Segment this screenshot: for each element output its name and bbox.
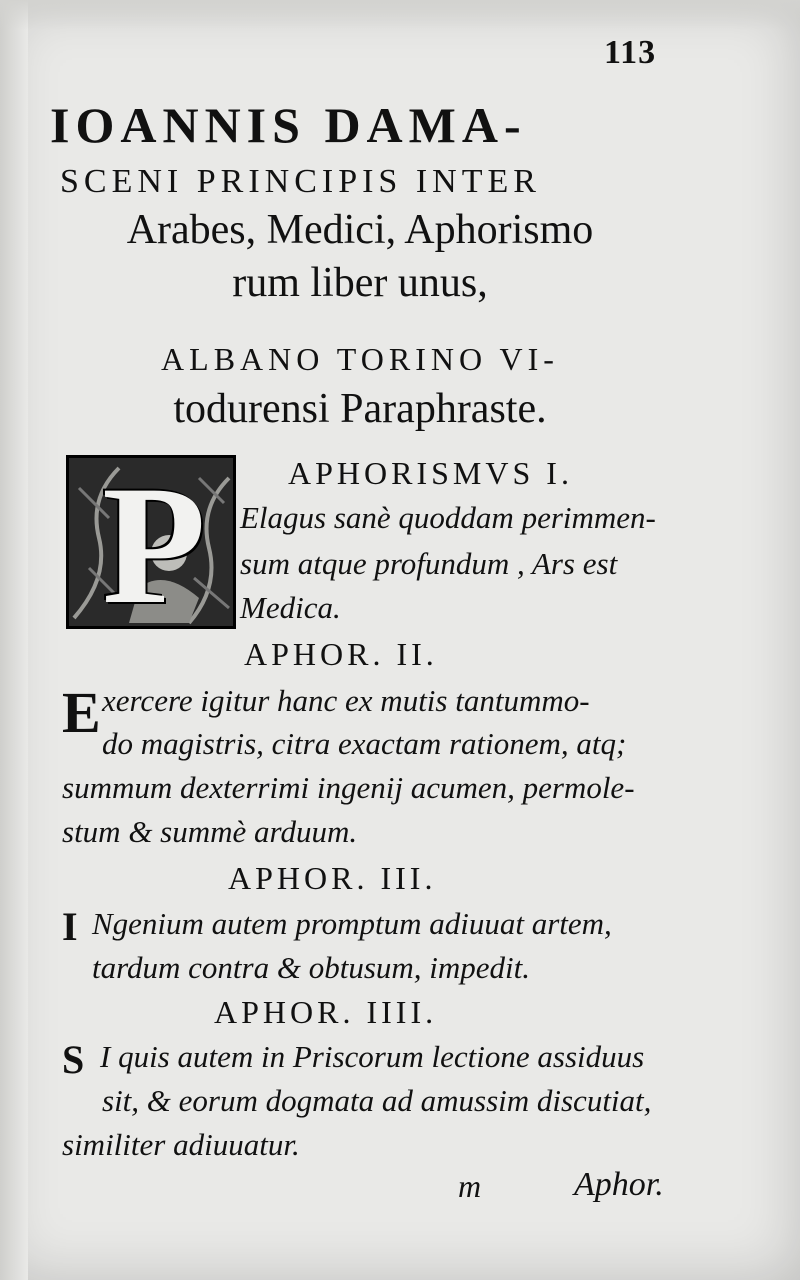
aphorism-4-line-1: I quis autem in Priscorum lectione assiduus — [100, 1039, 645, 1074]
decorated-initial-woodcut — [66, 455, 236, 629]
aphorism-4-line-2: sit, & eorum dogmata ad amussim discutiat, — [102, 1083, 652, 1118]
aphorism-2-heading: APHOR. II. — [244, 636, 438, 672]
aphorism-2-line-3: summum dexterrimi ingenij acumen, permole- — [62, 770, 635, 805]
initial-letter-i: I — [62, 904, 78, 949]
aphorism-3-line-1: Ngenium autem promptum adiuuat artem, — [92, 906, 612, 941]
aphorism-1-line-1: Elagus sanè quoddam perimmen- — [240, 500, 656, 535]
signature-mark: m — [458, 1168, 482, 1204]
title-line-4: rum liber unus, — [232, 260, 488, 306]
aphorism-1-line-2: sum atque profundum , Ars est — [240, 546, 618, 581]
initial-letter-s: S — [62, 1037, 85, 1082]
aphorism-3-line-2: tardum contra & obtusum, impedit. — [92, 950, 531, 985]
page-shadow-left — [0, 0, 28, 1280]
initial-letter-p: P — [102, 455, 206, 629]
title-line-2: SCENI PRINCIPIS INTER — [60, 163, 541, 200]
page-shadow-top — [0, 0, 800, 30]
aphorism-4-line-3: similiter adiuuatur. — [62, 1127, 300, 1162]
title-line-1: IOANNIS DAMA- — [50, 97, 527, 153]
aphorism-2-line-4: stum & summè arduum. — [62, 814, 358, 849]
aphorism-2-line-1: xercere igitur hanc ex mutis tantummo- — [102, 683, 590, 718]
aphorism-3-heading: APHOR. III. — [228, 860, 437, 896]
translator-line-2: todurensi Paraphraste. — [173, 386, 547, 432]
initial-letter-e: E — [62, 680, 101, 745]
translator-line-1: ALBANO TORINO VI- — [161, 341, 559, 377]
catchword: Aphor. — [574, 1166, 664, 1203]
page-number: 113 — [604, 34, 657, 71]
aphorism-4-heading: APHOR. IIII. — [214, 994, 438, 1030]
aphorism-1-line-3: Medica. — [240, 590, 341, 625]
aphorism-2-line-2: do magistris, citra exactam rationem, atq; — [102, 726, 627, 761]
aphorism-1-heading: APHORISMVS I. — [288, 455, 573, 491]
title-line-3: Arabes, Medici, Aphorismo — [126, 207, 594, 253]
